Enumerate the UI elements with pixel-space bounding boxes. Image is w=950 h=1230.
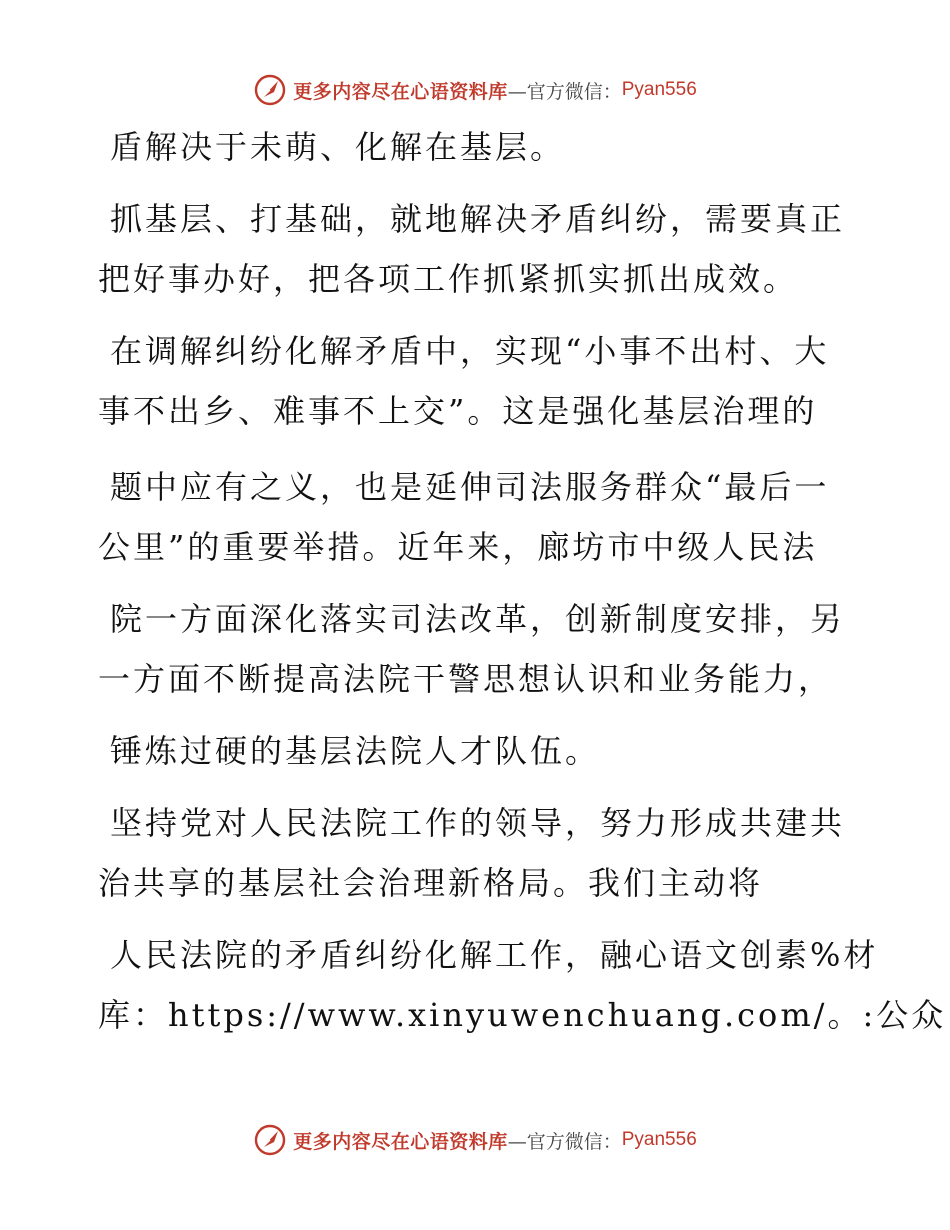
banner-separator: —官方微信： [507, 80, 622, 103]
text-line: 锤炼过硬的基层法院人才队伍。 [110, 732, 601, 770]
header-banner [0, 70, 950, 110]
text-line: 一方面不断提高法院干警思想认识和业务能力， [98, 660, 834, 698]
banner-title: 更多内容尽在心语资料库 [293, 1130, 508, 1153]
text-line: 在调解纠纷化解矛盾中，实现“小事不出村、大 [110, 332, 830, 370]
text-line: 抓基层、打基础，就地解决矛盾纠纷，需要真正 [110, 200, 846, 238]
text-line: 人民法院的矛盾纠纷化解工作，融心语文创素%材 [110, 936, 879, 974]
text-line: 库：https://www.xinyuwenchuang.com/。:公众 [98, 996, 947, 1034]
banner-title: 更多内容尽在心语资料库 [293, 80, 508, 103]
quill-circle-icon [253, 1123, 287, 1157]
text-line: 把好事办好，把各项工作抓紧抓实抓出成效。 [98, 260, 799, 298]
banner-wechat-id: Pyan556 [621, 79, 697, 100]
banner-wechat-id: Pyan556 [621, 1129, 697, 1150]
quill-circle-icon [253, 73, 287, 107]
text-line: 坚持党对人民法院工作的领导，努力形成共建共 [110, 804, 846, 842]
text-line: 事不出乡、难事不上交”。这是强化基层治理的 [98, 392, 818, 430]
banner-separator: —官方微信： [507, 1130, 622, 1153]
text-line: 题中应有之义，也是延伸司法服务群众“最后一 [110, 468, 830, 506]
text-line: 院一方面深化落实司法改革，创新制度安排，另 [110, 600, 846, 638]
text-line: 盾解决于未萌、化解在基层。 [110, 128, 566, 166]
footer-banner [0, 1120, 950, 1160]
text-line: 公里”的重要举措。近年来，廊坊市中级人民法 [98, 528, 818, 566]
text-line: 治共享的基层社会治理新格局。我们主动将 [98, 864, 764, 902]
